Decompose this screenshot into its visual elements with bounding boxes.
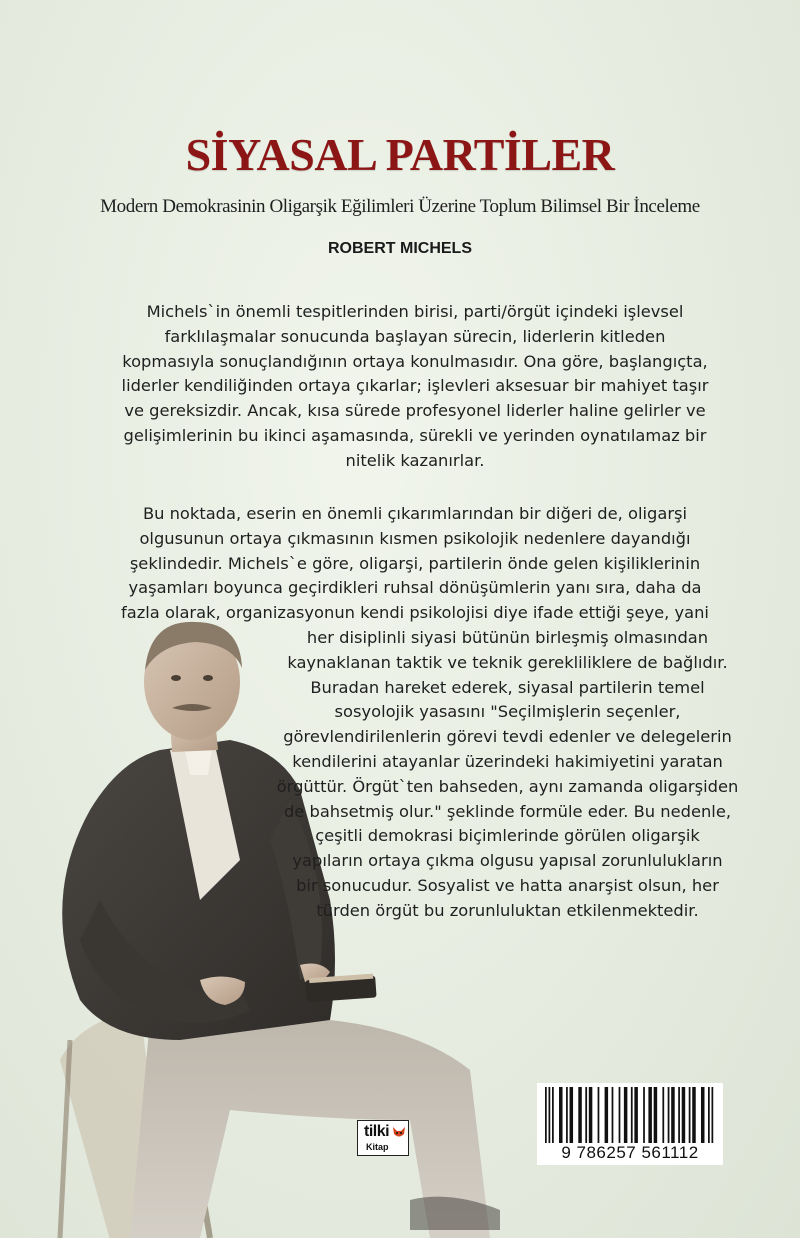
barcode-bar xyxy=(701,1087,705,1143)
text-line: olgusunun ortaya çıkmasının kısmen psikolojik nedenlere dayandığı xyxy=(139,528,691,548)
barcode-bar xyxy=(566,1087,568,1143)
text-line: de bahsetmiş olur." şeklinde formüle eder. Bu nedenle, xyxy=(283,801,732,821)
barcode-bar xyxy=(605,1087,609,1143)
text-line: fazla olarak, organizasyonun kendi psikolojisi diye ifade ettiği şeye, yani xyxy=(121,603,709,623)
text-line: Michels`in önemli tespitlerinden birisi, parti/örgüt içindeki işlevsel xyxy=(146,302,684,321)
barcode-bar xyxy=(682,1087,686,1143)
barcode-bar xyxy=(598,1087,600,1143)
blurb-paragraph-1 xyxy=(95,300,735,474)
barcode-bar xyxy=(668,1087,670,1143)
book-title: SİYASAL PARTİLER xyxy=(185,129,615,180)
text-line: liderler kendiliğinden ortaya çıkarlar; işlevleri aksesuar bir mahiyet taşır xyxy=(121,376,709,396)
barcode-bars xyxy=(545,1087,715,1143)
text-line: türden örgüt bu zorunluluktan etkilenmektedir. xyxy=(316,900,699,920)
barcode-bar xyxy=(619,1087,621,1143)
barcode-bar xyxy=(589,1087,593,1143)
barcode-bar xyxy=(545,1087,547,1143)
barcode-bar xyxy=(692,1087,696,1143)
text-line: farklılaşmalar sonucunda başlayan sürecin, liderlerin kitleden xyxy=(164,326,666,346)
text-line: Buradan hareket ederek, siyasal partilerin temel xyxy=(310,677,705,697)
barcode-bar xyxy=(624,1087,628,1143)
book-subtitle: Modern Demokrasinin Oligarşik Eğilimleri Üzerine Toplum Bilimsel Bir İnceleme xyxy=(100,196,700,217)
text-line: şeklindedir. Michels`e göre, oligarşi, partilerin önde gelen kişiliklerinin xyxy=(129,553,701,573)
text-line: yaşamları boyunca geçirdikleri ruhsal dönüşümlerin yanı sıra, daha da xyxy=(128,578,702,598)
text-line: bir sonucudur. Sosyalist ve hatta anarşist olsun, her xyxy=(296,875,719,895)
barcode-bar xyxy=(648,1087,652,1143)
barcode-bar xyxy=(643,1087,645,1143)
barcode-bar xyxy=(570,1087,574,1143)
barcode-bar xyxy=(631,1087,633,1143)
barcode-bar xyxy=(634,1087,638,1143)
barcode-bar xyxy=(689,1087,691,1143)
barcode-bar xyxy=(662,1087,664,1143)
text-line: kaynaklanan taktik ve teknik gerekliliklere de bağlıdır. xyxy=(287,652,728,672)
publisher-logo-name: tilki xyxy=(364,1123,390,1140)
blurb-paragraph-2-top xyxy=(95,502,735,626)
text-line: kendilerini atayanlar üzerindeki hakimiyetini yaratan xyxy=(292,751,723,771)
publisher-logo-sub: Kitap xyxy=(366,1142,389,1152)
barcode-bar xyxy=(549,1087,551,1143)
publisher-logo xyxy=(357,1120,409,1156)
isbn-digits: 9 786257 561112 xyxy=(561,1143,699,1162)
text-line: kopmasıyla sonuçlandığının ortaya konulmasıdır. Ona göre, başlangıçta, xyxy=(122,351,708,371)
text-line: çeşitli demokrasi biçimlerinde görülen oligarşik xyxy=(315,826,700,846)
barcode-bar xyxy=(671,1087,675,1143)
text-line: ve gereksizdir. Ancak, kısa sürede profesyonel liderler haline gelirler ve xyxy=(124,401,706,421)
barcode-bar xyxy=(654,1087,658,1143)
text-line: gelişimlerinin bu ikinci aşamasında, sürekli ve yerinden oynatılamaz bir xyxy=(123,425,707,445)
barcode-bar xyxy=(585,1087,587,1143)
barcode-bar xyxy=(578,1087,582,1143)
barcode-bar xyxy=(612,1087,614,1143)
text-line: her disiplinli siyasi bütünün birleşmiş olmasından xyxy=(306,628,709,647)
text-line: sosyolojik yasasını "Seçilmişlerin seçenler, xyxy=(334,702,681,722)
author-name: ROBERT MICHELS xyxy=(328,240,472,257)
text-line: Bu noktada, eserin en önemli çıkarımlarından bir diğeri de, oligarşi xyxy=(142,504,688,523)
isbn-barcode xyxy=(537,1083,723,1165)
barcode-bar xyxy=(552,1087,554,1143)
fox-icon xyxy=(392,1125,406,1139)
text-line: nitelik kazanırlar. xyxy=(345,450,485,470)
text-line: görevlendirilenlerin görevi tevdi edenler ve delegelerin xyxy=(283,727,732,747)
barcode-bar xyxy=(559,1087,563,1143)
text-line: yapıların ortaya çıkma olgusu yapısal zorunlulukların xyxy=(292,851,723,871)
barcode-bar xyxy=(678,1087,680,1143)
blurb-paragraph-2-bottom xyxy=(225,626,790,924)
barcode-bar xyxy=(711,1087,713,1143)
barcode-bar xyxy=(708,1087,710,1143)
text-line: örgüttür. Örgüt`ten bahseden, aynı zamanda oligarşiden xyxy=(276,776,739,796)
